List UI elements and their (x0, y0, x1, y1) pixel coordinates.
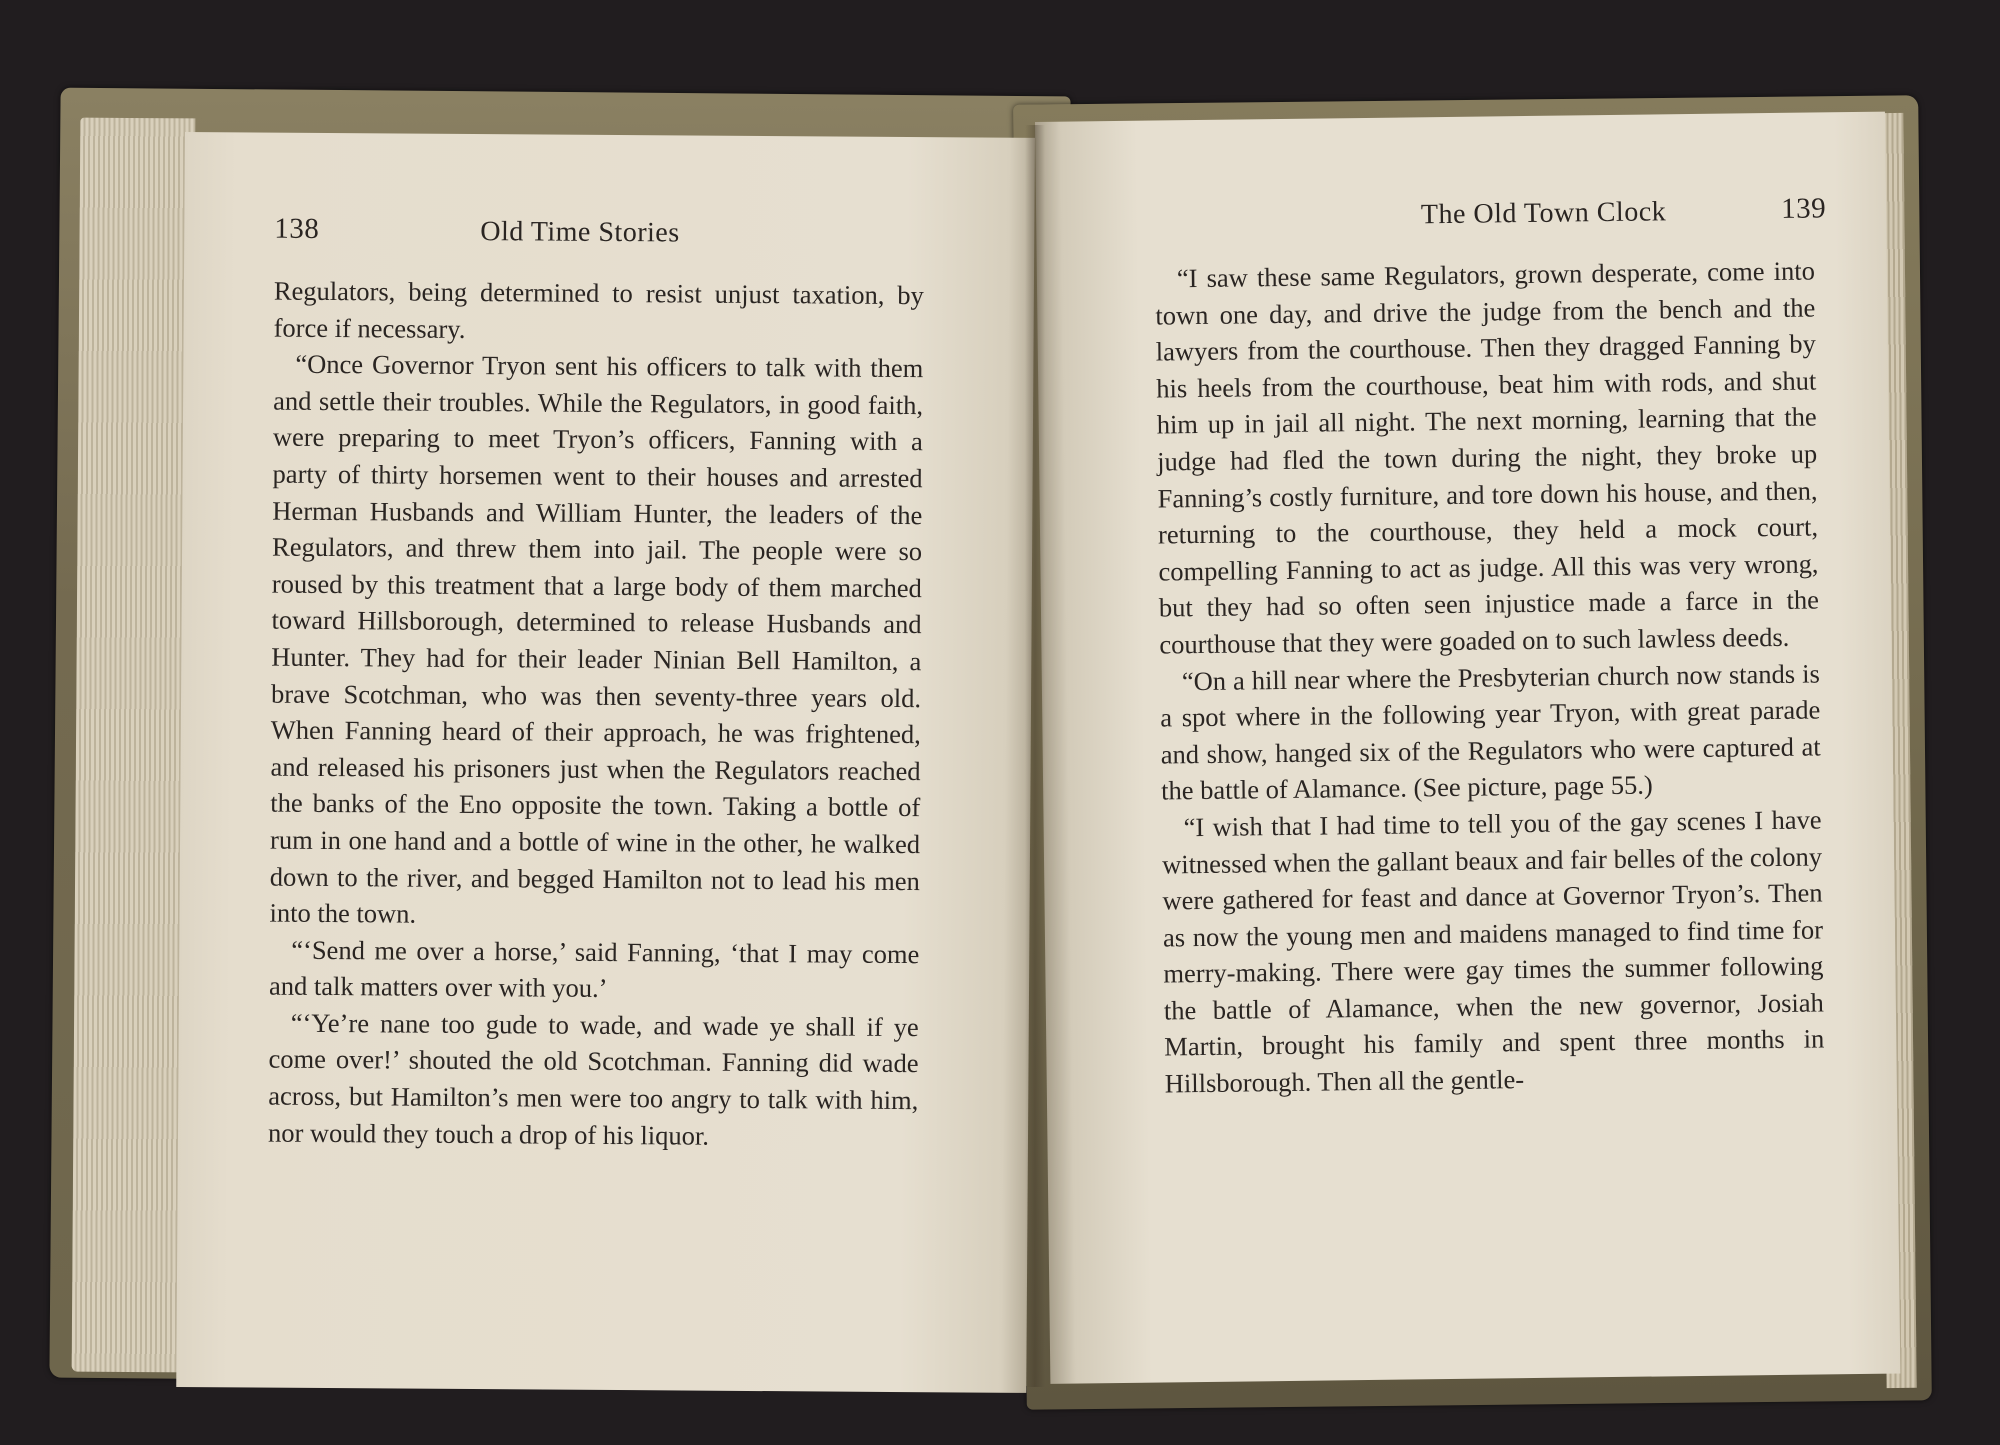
right-running-head (1126, 192, 1826, 241)
left-page (176, 132, 1035, 1393)
book-gutter (1025, 125, 1045, 1387)
left-body-text (268, 273, 924, 1156)
paragraph: “‘Send me over a horse,’ said Fanning, ‘that I may come and talk matters over with you.’ (268, 934, 920, 1004)
paragraph: “Once Governor Tryon sent his officers to talk with them and settle their troubles. While the Regulators, in good faith, were preparing to meet Tryon’s officers, Fanning with a party of thirty horsemen went to their houses and arrested Herman Husbands and William Hunter, the leaders of the Regulators, and threw them into jail. The people were so roused by this treatment that a large body of them marched toward Hillsborough, determined to release Husbands and Hunter. They had for their leader Ninian Bell Hamilton, a brave Scotchman, who was then seventy-three years old. When Fanning heard of their approach, he was frightened, and released his prisoners just when the Regulators reached the banks of the Eno opposite the town. Taking a bottle of rum in one hand and a bottle of wine in the other, he walked down to the river, and begged Hamilton not to lead his men into the town. (269, 348, 924, 929)
paragraph: Regulators, being determined to resist unjust taxation, by force if necessary. (273, 275, 924, 344)
left-running-head (274, 213, 974, 258)
right-body-text (1155, 252, 1825, 1102)
paragraph: “‘Ye’re nane too gude to wade, and wade ye shall if ye come over!’ shouted the old Scotchman. Fanning did wade across, but Hamilton’s men were too angry to talk with him, nor would they touch a drop of his liquor. (267, 1007, 919, 1151)
running-title: The Old Town Clock (1420, 196, 1667, 231)
page-number: 139 (1780, 192, 1827, 225)
page-number: 138 (274, 212, 320, 245)
right-page (1035, 112, 1900, 1384)
paragraph: “I wish that I had time to tell you of the gay scenes I have witnessed when the gallant beaux and fair belles of the colony were gathered for feast and dance at Governor Tryon’s. Then as now the young men and maidens managed to find time for merry-making. There were gay times the summer following the battle of Alamance, when the new governor, Josiah Martin, brought his family and spent three months in Hillsborough. Then all the gentle- (1161, 804, 1825, 1099)
running-title: Old Time Stories (480, 216, 680, 249)
paragraph: “On a hill near where the Presbyterian church now stands is a spot where in the following year Tryon, with great parade and show, hanged six of the Regulators who were captured at the battle of Alamance. (See picture, page 55.) (1160, 657, 1821, 806)
paragraph: “I saw these same Regulators, grown desperate, come into town one day, and drive the judge from the bench and the lawyers from the courthouse. Then they dragged Fanning by his heels from the courthouse, beat him with rods, and shut him up in jail all night. The next morning, learning that the judge had fled the town during the night, they broke up Fanning’s costly furniture, and tore down his house, and then, returning to the courthouse, they held a mock court, compelling Fanning to act as judge. All this was very wrong, but they had so often seen injustice made a farce in the courthouse that they were goaded on to such lawless deeds. (1155, 255, 1820, 660)
